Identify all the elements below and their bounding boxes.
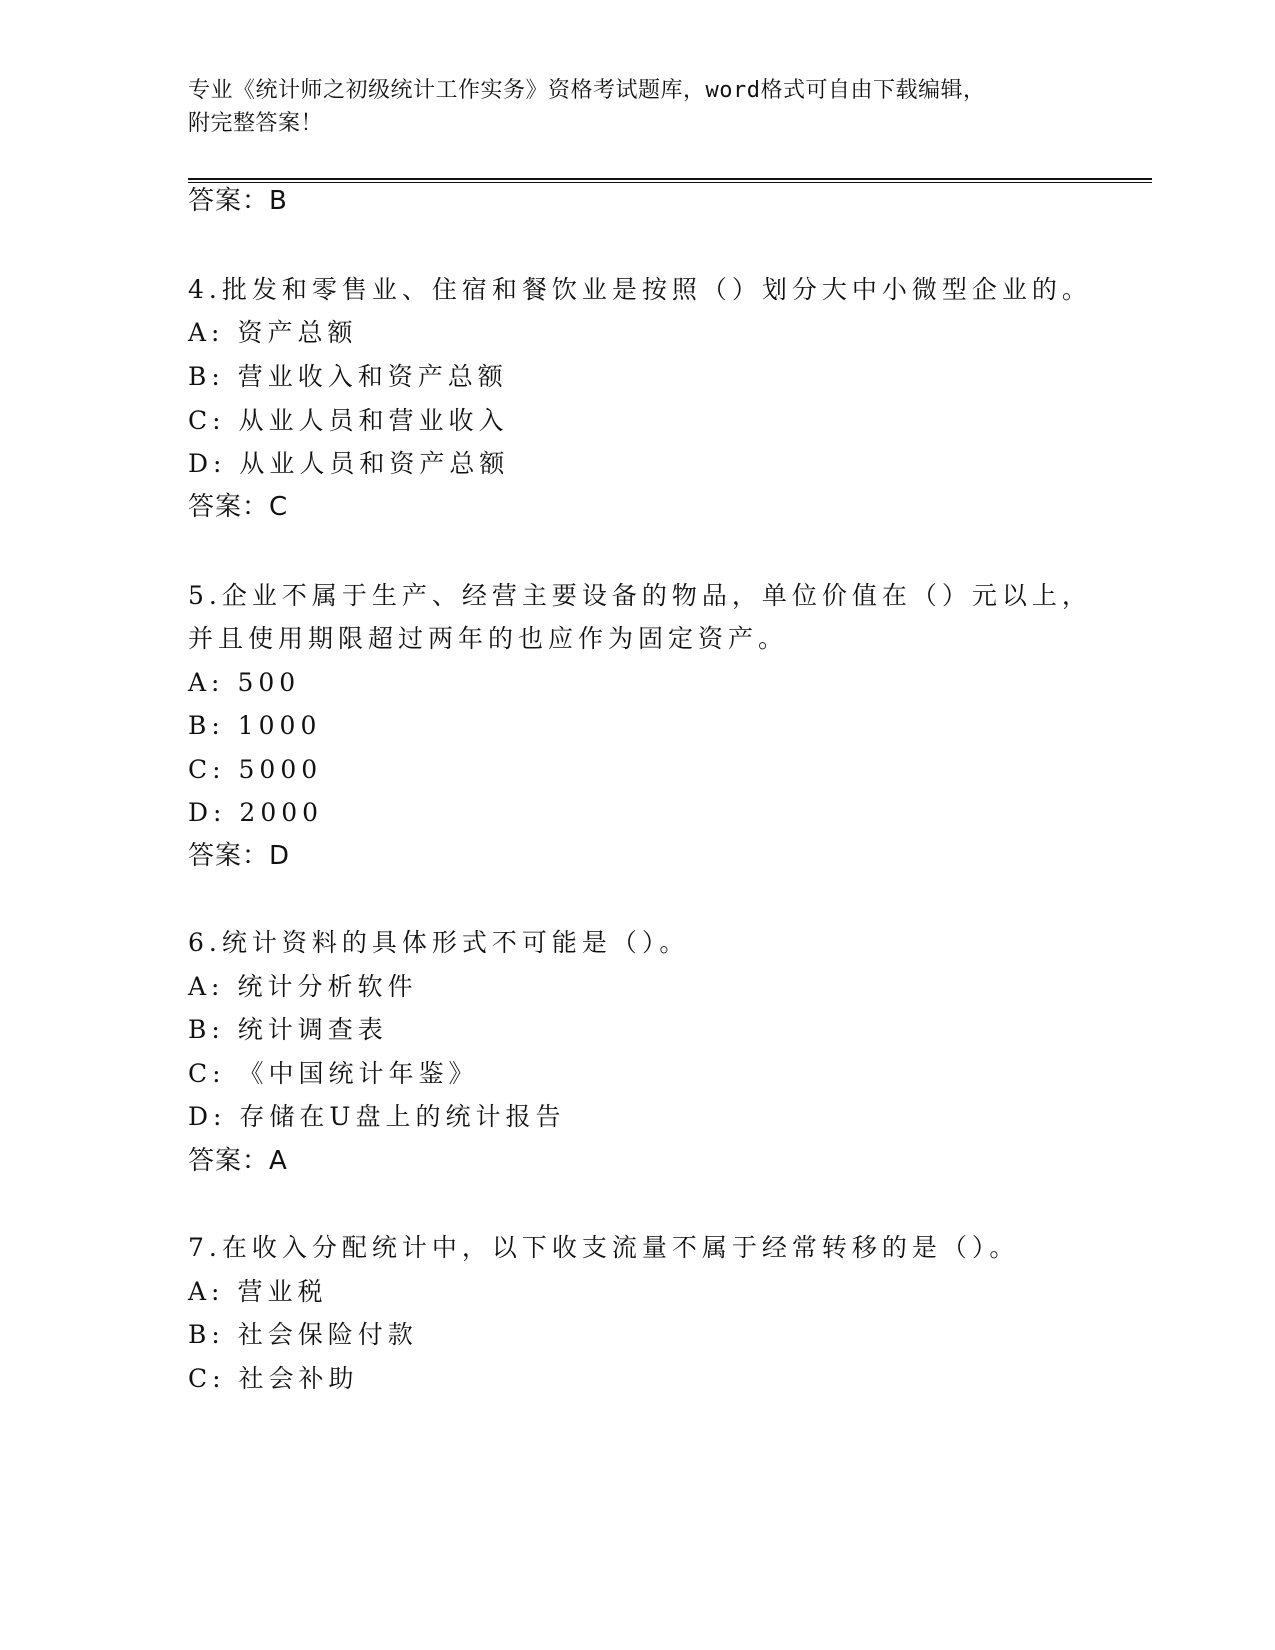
option-letter: C: bbox=[188, 755, 226, 784]
option-b bbox=[188, 1320, 418, 1350]
option-letter: A: bbox=[188, 972, 225, 1001]
question-text: 4.批发和零售业、住宿和餐饮业是按照（）划分大中小微型企业的。 bbox=[188, 275, 1092, 304]
answer-value: A bbox=[269, 1146, 288, 1176]
option-a bbox=[188, 668, 300, 698]
option-text: 2000 bbox=[239, 798, 324, 827]
option-b bbox=[188, 711, 321, 741]
option-d bbox=[188, 1102, 566, 1132]
option-text: 1000 bbox=[237, 711, 322, 740]
answer-prefix: 答案： bbox=[188, 492, 270, 522]
option-c bbox=[188, 1364, 359, 1394]
option-letter: A: bbox=[188, 668, 225, 697]
option-letter: C: bbox=[188, 406, 226, 435]
option-text: 统计调查表 bbox=[237, 1015, 388, 1044]
answer-value: B bbox=[269, 186, 288, 216]
question-text: 5.企业不属于生产、经营主要设备的物品，单位价值在（）元以上， bbox=[188, 581, 1092, 610]
option-letter: B: bbox=[188, 1320, 225, 1349]
option-c bbox=[188, 755, 322, 785]
answer-prefix: 答案： bbox=[188, 1146, 270, 1176]
option-letter: D: bbox=[188, 798, 227, 827]
question-text: 6.统计资料的具体形式不可能是（）。 bbox=[188, 928, 690, 957]
option-letter: D: bbox=[188, 1102, 227, 1131]
option-text: 资产总额 bbox=[237, 318, 358, 347]
option-text: 5000 bbox=[238, 755, 323, 784]
document-header bbox=[188, 74, 1088, 140]
answer-value: D bbox=[269, 841, 291, 871]
option-a bbox=[188, 318, 357, 348]
header-divider bbox=[188, 178, 1152, 183]
option-text: 从业人员和营业收入 bbox=[238, 406, 509, 435]
option-b bbox=[188, 362, 508, 392]
option-a bbox=[188, 972, 417, 1002]
option-text: 500 bbox=[237, 668, 301, 697]
answer-line bbox=[188, 186, 288, 216]
option-letter: D: bbox=[188, 449, 227, 478]
option-b bbox=[188, 1015, 388, 1045]
option-c bbox=[188, 1059, 479, 1089]
option-d bbox=[188, 449, 509, 479]
header-line-2: 附完整答案！ bbox=[188, 111, 324, 136]
option-letter: B: bbox=[188, 1015, 225, 1044]
option-text: 社会补助 bbox=[238, 1364, 359, 1393]
option-letter: C: bbox=[188, 1364, 226, 1393]
option-c bbox=[188, 406, 509, 436]
option-text: 社会保险付款 bbox=[237, 1320, 418, 1349]
option-text: 《中国统计年鉴》 bbox=[238, 1059, 479, 1088]
answer-prefix: 答案： bbox=[188, 841, 270, 871]
option-letter: B: bbox=[188, 362, 225, 391]
option-letter: A: bbox=[188, 318, 225, 347]
option-text: 营业收入和资产总额 bbox=[237, 362, 508, 391]
option-text: 存储在U盘上的统计报告 bbox=[239, 1102, 566, 1131]
header-line-1: 专业《统计师之初级统计工作实务》资格考试题库，word格式可自由下载编辑， bbox=[188, 78, 986, 103]
option-letter: A: bbox=[188, 1277, 225, 1306]
option-a bbox=[188, 1277, 327, 1307]
answer-line bbox=[188, 1146, 288, 1176]
option-text: 营业税 bbox=[237, 1277, 328, 1306]
question-text: 7.在收入分配统计中，以下收支流量不属于经常转移的是（）。 bbox=[188, 1233, 1020, 1262]
answer-line bbox=[188, 841, 290, 871]
option-letter: C: bbox=[188, 1059, 226, 1088]
option-d bbox=[188, 798, 323, 828]
answer-value: C bbox=[269, 492, 289, 522]
option-letter: B: bbox=[188, 711, 225, 740]
option-text: 统计分析软件 bbox=[237, 972, 418, 1001]
answer-prefix: 答案： bbox=[188, 186, 270, 216]
answer-line bbox=[188, 492, 288, 522]
question-text-cont: 并且使用期限超过两年的也应作为固定资产。 bbox=[188, 624, 789, 653]
option-text: 从业人员和资产总额 bbox=[239, 449, 510, 478]
